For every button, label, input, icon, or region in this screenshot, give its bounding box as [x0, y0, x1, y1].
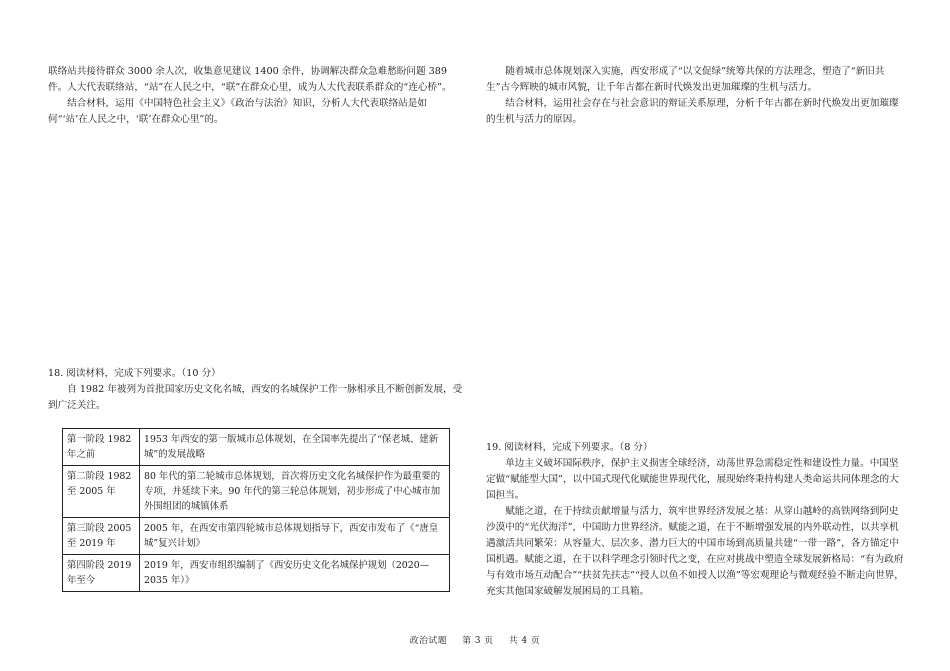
question-18-heading: 18. 阅读材料，完成下列要求。（10 分） [48, 368, 221, 379]
stage-description: 1953 年西安的第一版城市总体规划，在全国率先提出了“保老城、建新城”的发展战略 [140, 429, 450, 466]
stages-table [62, 428, 450, 592]
stage-cell: 第三阶段 2005 至 2019 年 [63, 518, 140, 555]
question-18-intro: 自 1982 年被列为首批国家历史文化名城，西安的名城保护工作一脉相承且不断创新发展，受到广泛关注。 [48, 384, 463, 411]
table-row [63, 518, 450, 555]
question-19-paragraph-1: 单边主义破坏国际秩序，保护主义损害全球经济，动荡世界急需稳定性和建设性力量。中国坚定做“赋能型大国”，以中国式现代化赋能世界现代化，展现始终秉持构建人类命运共同体理念的大国担当。 [486, 458, 899, 501]
answer-space-right [486, 128, 908, 440]
stage-description: 2019 年，西安市组织编制了《西安历史文化名城保护规划（2020—2035 年）》 [140, 555, 450, 592]
right-paragraph-1: 随着城市总体规划深入实施，西安形成了“以文促绿”统筹共保的方法理念，塑造了“新旧共生”古今辉映的城市风貌，让千年古都在新时代焕发出更加璀璨的生机与活力。 [486, 66, 885, 93]
intro-paragraph-1: 联络站共接待群众 3000 余人次，收集意见建议 1400 余件，协调解决群众急难愁盼问题 389 件。人大代表联络站，“站”在人民之中，“联”在群众心里，成为人大代表联系群众的“连心桥”。 [48, 66, 452, 93]
answer-space-left [48, 128, 466, 366]
footer-subject: 政治试题 [409, 636, 447, 646]
left-column [48, 64, 466, 414]
table-row [63, 429, 450, 466]
right-column [486, 64, 908, 600]
question-19-paragraph-2: 赋能之道，在于持续贡献增量与活力，筑牢世界经济发展之基：从穿山越岭的高铁网络到阿史沙漠中的“光伏海洋”，中国助力世界经济。赋能之道，在于不断增强发展的内外联动性，以共享机遇激活共同繁荣：从容量大、层次多、潜力巨大的中国市场到高质量共建“一带一路”，各方锚定中国机遇。赋能之道，在于以科学理念引领时代之变，在应对挑战中塑造全球发展新格局：“有为政府与有效市场互动配合”“扶贫先扶志”“授人以鱼不如授人以渔”等宏观理论与微观经验不断走向世界，充实其他国家破解发展困局的工具箱。 [486, 506, 904, 597]
intro-paragraph-2: 结合材料，运用《中国特色社会主义》《政治与法治》知识，分析人大代表联络站是如何“‘站’在人民之中，‘联’在群众心里”的。 [48, 98, 427, 125]
footer-total-pages: 共 4 页 [508, 636, 541, 646]
question-19-heading: 19. 阅读材料，完成下列要求。（8 分） [486, 442, 653, 453]
stage-description: 80 年代的第二轮城市总体规划，首次将历史文化名城保护作为最重要的专项，并延续下来。90 年代的第三轮总体规划，初步形成了中心城市加外围组团的城镇体系 [140, 466, 450, 518]
stage-cell: 第一阶段 1982 年之前 [63, 429, 140, 466]
stage-description: 2005 年，在西安市第四轮城市总体规划指导下，西安市发布了《“唐皇城”复兴计划》 [140, 518, 450, 555]
page-footer [0, 633, 950, 646]
table-row [63, 555, 450, 592]
stage-cell: 第四阶段 2019 年至今 [63, 555, 140, 592]
stage-cell: 第二阶段 1982 至 2005 年 [63, 466, 140, 518]
right-paragraph-2: 结合材料，运用社会存在与社会意识的辩证关系原理，分析千年古都在新时代焕发出更加璀璨的生机与活力的原因。 [486, 98, 899, 125]
table-row [63, 466, 450, 518]
footer-page-number: 第 3 页 [462, 636, 494, 646]
